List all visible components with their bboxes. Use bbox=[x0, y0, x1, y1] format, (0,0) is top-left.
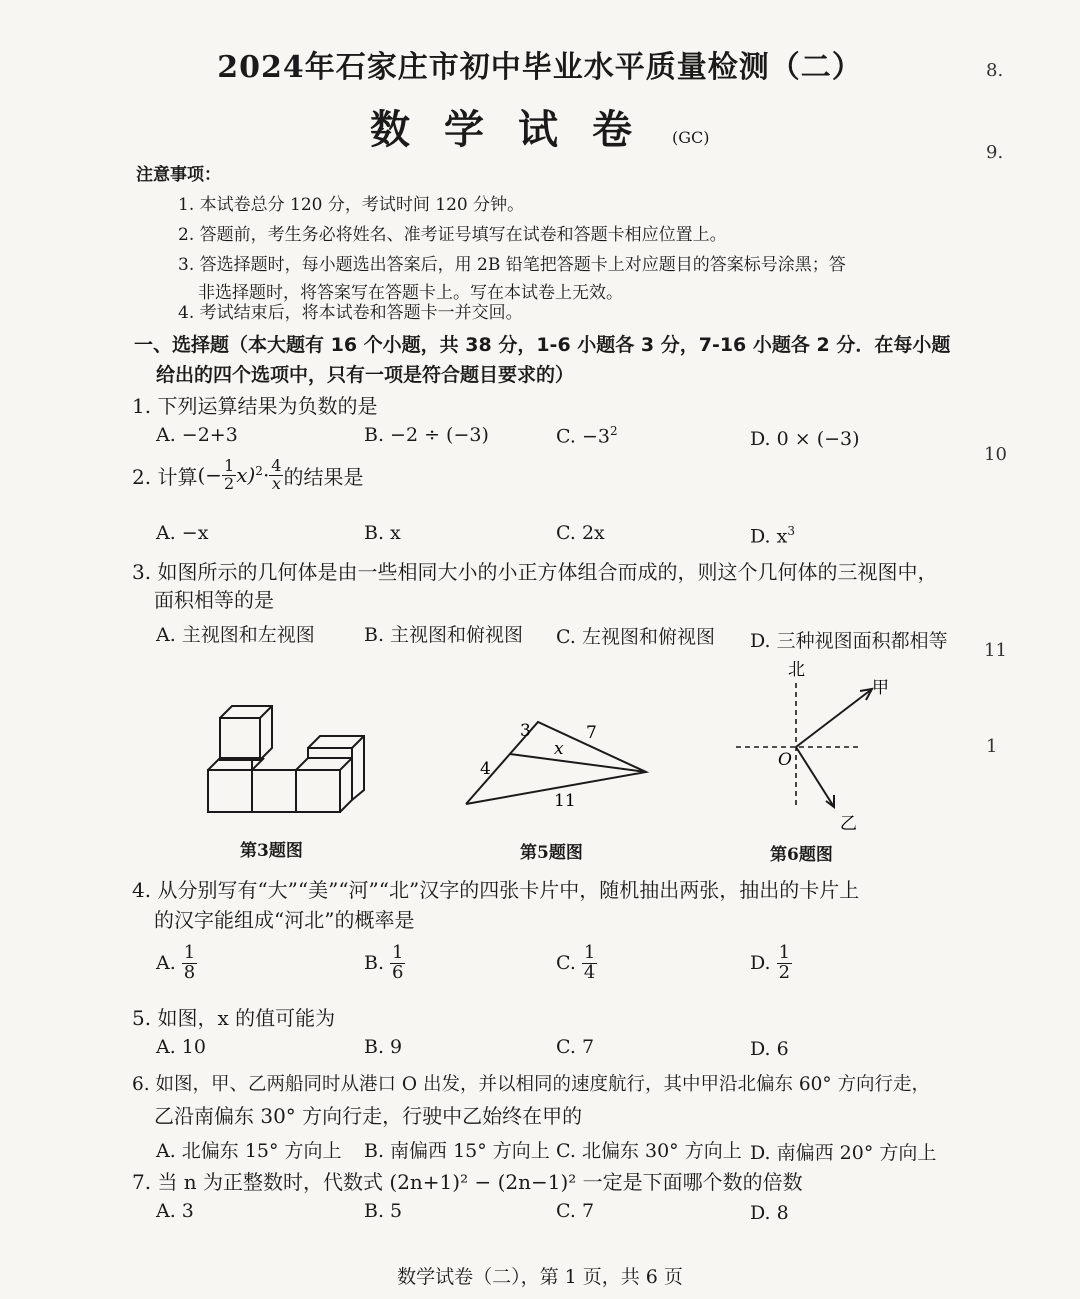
q1-option-c: C. $-3^2$ bbox=[556, 424, 618, 448]
margin-number: 10 bbox=[984, 444, 1007, 465]
q7-stem: 7. 当 n 为正整数时，代数式 (2n+1)² − (2n−1)² 一定是下面哪个数的倍数 bbox=[132, 1170, 803, 1194]
margin-number: 11 bbox=[984, 640, 1007, 661]
margin-number: 8. bbox=[986, 60, 1004, 81]
fig6-label-north: 北 bbox=[788, 660, 805, 680]
fig6-label-origin: O bbox=[778, 750, 792, 770]
exam-title: 2024年石家庄市初中毕业水平质量检测（二） bbox=[217, 50, 863, 85]
q6-option-d: D. 南偏西 20° 方向上 bbox=[750, 1142, 937, 1164]
fig3-caption: 第3题图 bbox=[240, 841, 303, 861]
q2-fraction-half: $\frac{1}{2}$ bbox=[224, 456, 235, 493]
fig5-caption: 第5题图 bbox=[520, 843, 583, 863]
q4-option-d: D. $\frac{1}{2}$ bbox=[750, 942, 791, 983]
q3-option-c: C. 左视图和俯视图 bbox=[556, 626, 715, 648]
margin-number: 9. bbox=[986, 142, 1004, 163]
q6-option-b: B. 南偏西 15° 方向上 bbox=[364, 1140, 550, 1162]
q5-option-b: B. 9 bbox=[364, 1036, 403, 1058]
q5-option-c: C. 7 bbox=[556, 1036, 595, 1058]
fig5-label-x: x bbox=[554, 739, 564, 759]
q4-option-a: A. $\frac{1}{8}$ bbox=[156, 942, 196, 983]
q4-option-b: B. $\frac{1}{6}$ bbox=[364, 942, 404, 983]
q2-option-c: C. 2x bbox=[556, 522, 605, 544]
q1-option-a: A. −2+3 bbox=[156, 424, 238, 446]
note-item: 4. 考试结束后，将本试卷和答题卡一并交回。 bbox=[178, 303, 523, 323]
note-item: 3. 答选择题时，每小题选出答案后，用 2B 铅笔把答题卡上对应题目的答案标号涂黑；答 bbox=[178, 255, 846, 275]
q1-stem: 1. 下列运算结果为负数的是 bbox=[132, 394, 378, 418]
fig5-triangle bbox=[460, 712, 660, 812]
page-footer: 数学试卷（二），第 1 页，共 6 页 bbox=[397, 1266, 683, 1288]
fig6-compass bbox=[730, 655, 910, 835]
section-heading-cont: 给出的四个选项中，只有一项是符合题目要求的） bbox=[156, 364, 575, 386]
section-heading: 一、选择题（本大题有 16 个小题，共 38 分，1-6 小题各 3 分，7-16 小题各 2 分．在每小题 bbox=[134, 334, 951, 356]
q5-option-d: D. 6 bbox=[750, 1038, 789, 1060]
q6-stem-line2: 乙沿南偏东 30° 方向行走，行驶中乙始终在甲的 bbox=[154, 1104, 583, 1128]
q7-option-b: B. 5 bbox=[364, 1200, 403, 1222]
q3-stem-line2: 面积相等的是 bbox=[154, 588, 274, 612]
margin-number: 1 bbox=[986, 736, 998, 757]
q6-option-a: A. 北偏东 15° 方向上 bbox=[156, 1140, 342, 1162]
fig5-label-3: 3 bbox=[520, 721, 531, 741]
q2-option-d: D. $x^3$ bbox=[750, 524, 795, 548]
q7-option-c: C. 7 bbox=[556, 1200, 595, 1222]
exam-subtitle: 数学试卷 bbox=[370, 106, 666, 153]
fig6-caption: 第6题图 bbox=[770, 845, 833, 865]
q4-stem-line2: 的汉字能组成“河北”的概率是 bbox=[154, 908, 415, 932]
q2-fraction-four-over-x: $\frac{4}{x}$ bbox=[271, 456, 282, 493]
q4-stem-line1: 4. 从分别写有“大”“美”“河”“北”汉字的四张卡片中，随机抽出两张，抽出的卡片上 bbox=[132, 878, 860, 902]
fig6-label-jia: 甲 bbox=[872, 678, 889, 698]
q1-option-c-exp: 2 bbox=[609, 424, 618, 438]
q1-option-b: B. −2 ÷ (−3) bbox=[364, 424, 489, 446]
fig5-label-7: 7 bbox=[586, 723, 597, 743]
q3-option-d: D. 三种视图面积都相等 bbox=[750, 630, 948, 652]
q7-option-a: A. 3 bbox=[156, 1200, 194, 1222]
q3-option-a: A. 主视图和左视图 bbox=[156, 624, 315, 646]
q5-stem: 5. 如图，x 的值可能为 bbox=[132, 1006, 336, 1030]
q1-option-d: D. 0 × (−3) bbox=[750, 428, 860, 450]
fig5-label-11: 11 bbox=[554, 791, 576, 811]
fig5-label-4: 4 bbox=[480, 759, 491, 779]
note-item: 2. 答题前，考生务必将姓名、准考证号填写在试卷和答题卡相应位置上。 bbox=[178, 225, 727, 245]
q3-option-b: B. 主视图和俯视图 bbox=[364, 624, 524, 646]
q6-stem-line1: 6. 如图，甲、乙两船同时从港口 O 出发，并以相同的速度航行，其中甲沿北偏东 60° 方向行走， bbox=[132, 1074, 931, 1095]
note-item: 1. 本试卷总分 120 分，考试时间 120 分钟。 bbox=[178, 195, 525, 215]
exam-code: (GC) bbox=[672, 128, 710, 147]
fig6-label-yi: 乙 bbox=[840, 814, 857, 834]
q2-option-a: A. −x bbox=[156, 522, 209, 544]
q5-option-a: A. 10 bbox=[156, 1036, 206, 1058]
q3-stem-line1: 3. 如图所示的几何体是由一些相同大小的小正方体组合而成的，则这个几何体的三视图中， bbox=[132, 560, 938, 584]
q2-option-b: B. x bbox=[364, 522, 401, 544]
notes-heading: 注意事项： bbox=[136, 165, 221, 185]
q2-stem: 2. 计算 (− $\frac{1}{2}$ x) $^2$ · $\frac{4}{x}$ 的结果是 bbox=[132, 456, 364, 493]
note-item: 非选择题时，将答案写在答题卡上。写在本试卷上无效。 bbox=[198, 283, 623, 303]
q7-option-d: D. 8 bbox=[750, 1202, 789, 1224]
q2-option-d-exp: 3 bbox=[787, 524, 795, 538]
q6-option-c: C. 北偏东 30° 方向上 bbox=[556, 1140, 742, 1162]
q4-option-c: C. $\frac{1}{4}$ bbox=[556, 942, 596, 983]
fig3-cube-solid bbox=[190, 690, 370, 830]
